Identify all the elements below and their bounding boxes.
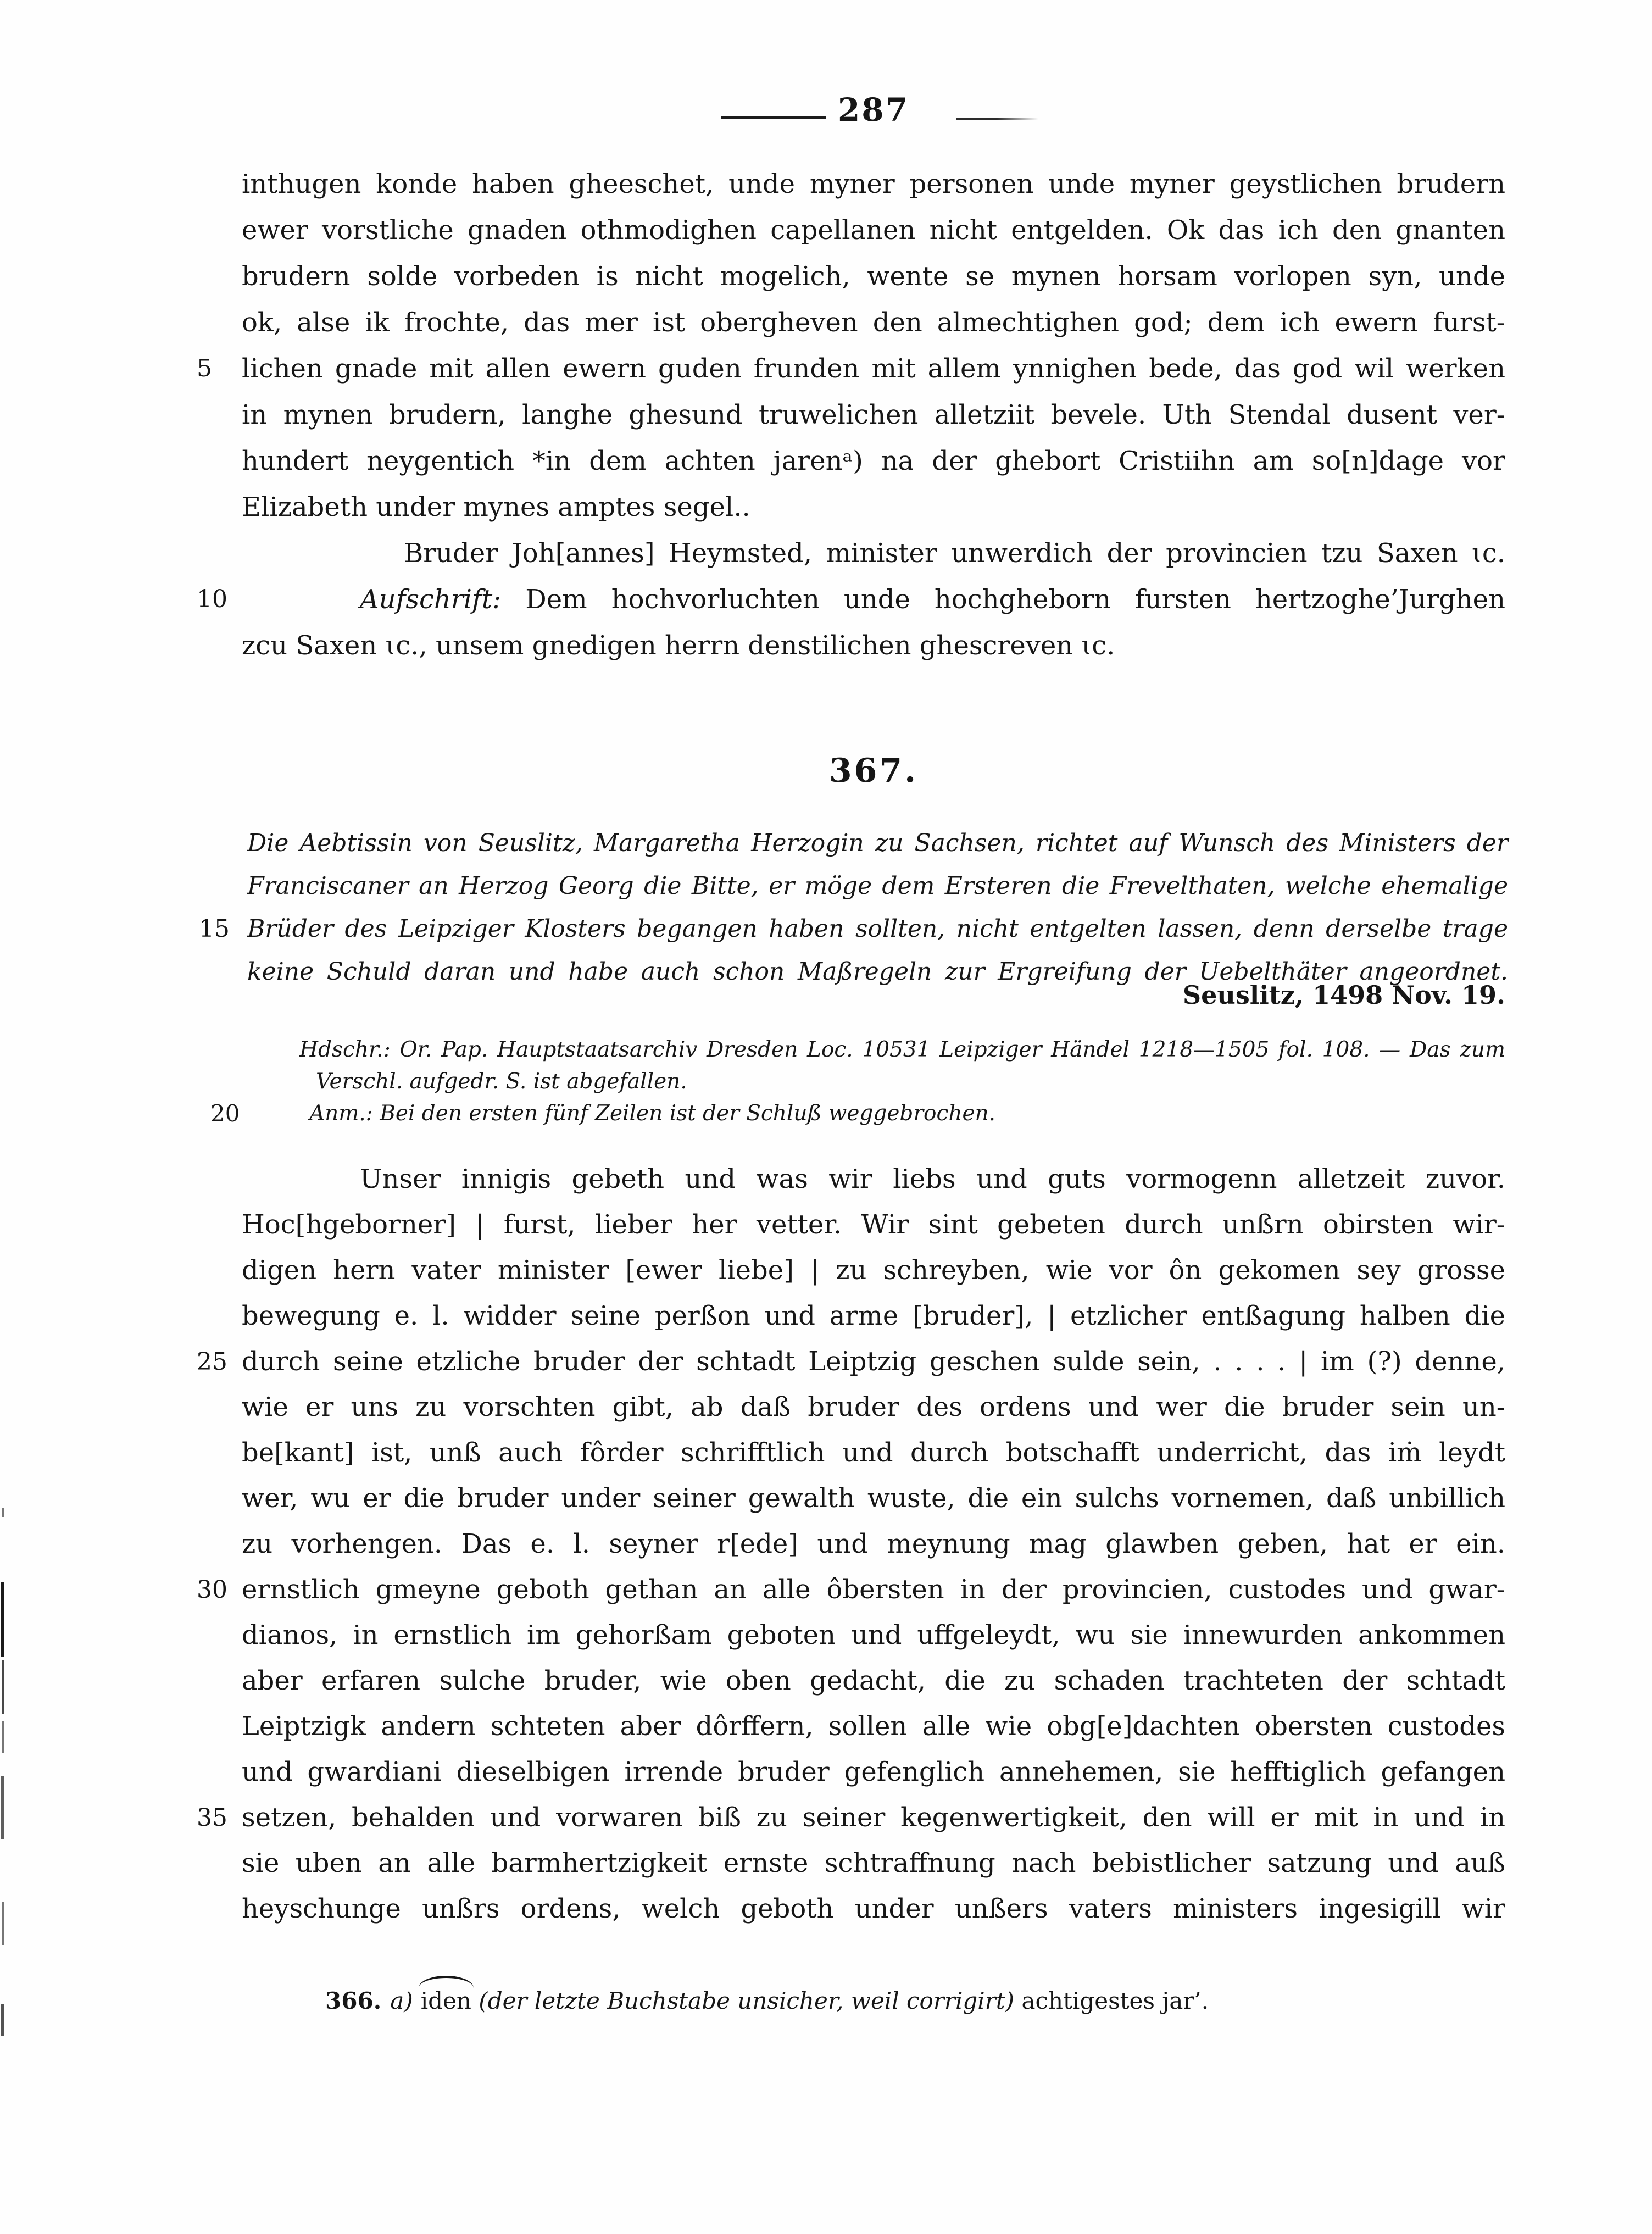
scan-artifact: [2, 1508, 4, 1517]
text-line: [197, 1339, 1505, 1385]
text-line: [242, 1749, 1505, 1795]
line-text: durch seine etzliche bruder der schtadt Leiptzig geschen sulde sein, . . . . | im (?) denne,: [242, 1346, 1505, 1377]
text-line: [197, 1795, 1505, 1841]
aufschrift-label: Aufschrift:: [360, 584, 502, 615]
line-text: Unser innigis gebeth und was wir liebs und guts vormogenn alletzeit zuvor.: [360, 1164, 1505, 1194]
text-line: [242, 530, 1505, 576]
text-line: [242, 623, 1505, 669]
line-text: keine Schuld daran und habe auch schon Maßregeln zur Ergreifung der Uebelthäter angeordnet.: [247, 958, 1508, 986]
line-text: aber erfaren sulche bruder, wie oben gedacht, die zu schaden trachteten der schtadt: [242, 1665, 1505, 1696]
line-text: Elizabeth under mynes amptes segel..: [242, 492, 750, 523]
line-text: hundert neygentich *in dem achten jarenᵃ) na der ghebort Cristiihn am so[n]dage vor: [242, 446, 1505, 476]
text-line: [299, 1066, 1505, 1098]
header-rule-right: [956, 118, 1038, 120]
text-line: [247, 865, 1508, 908]
scan-artifact: [2, 1721, 4, 1753]
footnote-marker: a): [390, 1987, 413, 2014]
footnote-italic-note: (der letzte Buchstabe unsicher, weil corrigirt): [479, 1987, 1015, 2014]
text-line: [242, 1613, 1505, 1658]
line-text: zcu Saxen ɩc., unsem gnedigen herrn denstilichen ghescreven ɩc.: [242, 630, 1115, 661]
scan-artifact: [2, 1902, 4, 1945]
line-text: ernstlich gmeyne geboth gethan an alle ôbersten in der provincien, custodes und gwar-: [242, 1574, 1505, 1605]
line-text: Anm.: Bei den ersten fünf Zeilen ist der Schluß weggebrochen.: [309, 1101, 996, 1126]
line-number: 35: [197, 1804, 227, 1832]
line-text: wie er uns zu vorschten gibt, ab daß bruder des ordens und wer die bruder sein un-: [242, 1392, 1505, 1422]
line-text: lichen gnade mit allen ewern guden frunden mit allem ynnighen bede, das god wil werken: [242, 353, 1505, 384]
text-line: [242, 1658, 1505, 1704]
line-text: brudern solde vorbeden is nicht mogelich, wente se mynen horsam vorlopen syn, unde: [242, 261, 1505, 292]
scan-artifact: [1, 1776, 4, 1839]
line-text: Franciscaner an Herzog Georg die Bitte, er möge dem Ersteren die Frevelthaten, welche ehemalige: [247, 872, 1508, 900]
line-number: 25: [197, 1348, 227, 1376]
aufschrift-text: Dem hochvorluchten unde hochgheborn fursten hertzoghe’Jurghen: [501, 584, 1505, 615]
text-line: [242, 1704, 1505, 1749]
line-text: und gwardiani dieselbigen irrende bruder gefenglich annehemen, sie hefftiglich gefangen: [242, 1757, 1505, 1787]
line-text: Leiptzigk andern schteten aber dôrffern, sollen alle wie obg[e]dachten obersten custodes: [242, 1711, 1505, 1742]
line-text: Brüder des Leipziger Klosters begangen haben sollten, nicht entgelten lassen, denn derselbe trage: [247, 915, 1508, 943]
footnote-text: achtigestes jar’.: [1021, 1987, 1209, 2014]
footnote-number: 366.: [325, 1987, 382, 2014]
header-rule-left: [721, 116, 826, 119]
line-number: 5: [197, 354, 212, 382]
line-text: setzen, behalden und vorwaren biß zu seiner kegenwertigkeit, den will er mit in und in: [242, 1802, 1505, 1833]
line-text: inthugen konde haben gheeschet, unde myner personen unde myner geystlichen brudern: [242, 169, 1505, 199]
line-text: heyschunge unßrs ordens, welch geboth under unßers vaters ministers ingesigill wir: [242, 1893, 1505, 1924]
line-text: wer, wu er die bruder under seiner gewalth wuste, die ein sulchs vornemen, daß unbillich: [242, 1483, 1505, 1514]
text-line: [299, 1034, 1505, 1066]
line-text: Hoc[hgeborner] | furst, lieber her vetter. Wir sint gebeten durch unßrn obirsten wir-: [242, 1209, 1505, 1240]
text-line: [242, 1886, 1505, 1932]
text-line: [242, 1521, 1505, 1567]
text-line: [242, 1841, 1505, 1886]
doc367-summary: [199, 822, 1508, 993]
line-text: sie uben an alle barmhertzigkeit ernste schtraffnung nach bebistlicher satzung und auß: [242, 1848, 1505, 1879]
text-line: [242, 207, 1505, 253]
line-number: 20: [210, 1100, 240, 1127]
text-line: [242, 253, 1505, 299]
line-number: 10: [197, 585, 227, 613]
doc366-continuation: [197, 161, 1505, 669]
scan-artifact: [2, 1660, 4, 1714]
doc367-heading: 367.: [828, 752, 919, 790]
line-text: Die Aebtissin von Seuslitz, Margaretha Herzogin zu Sachsen, richtet auf Wunsch des Ministers der: [247, 829, 1508, 857]
text-line: [199, 908, 1508, 951]
text-line: [242, 1202, 1505, 1248]
line-text: zu vorhengen. Das e. l. seyner r[ede] und meynung mag glawben geben, hat er ein.: [242, 1529, 1505, 1559]
line-text: digen hern vater minister [ewer liebe] | zu schreyben, wie vor ôn gekomen sey grosse: [242, 1255, 1505, 1286]
line-text: in mynen brudern, langhe ghesund truwelichen alletziit bevele. Uth Stendal dusent ver-: [242, 399, 1505, 430]
text-line: [197, 1567, 1505, 1613]
text-line: [242, 392, 1505, 438]
text-line: [242, 1430, 1505, 1476]
footnote-word-arc: iden: [421, 1985, 471, 2018]
line-text: dianos, in ernstlich im gehorßam geboten und uffgeleydt, wu sie innewurden ankommen: [242, 1620, 1505, 1651]
text-line: [242, 1385, 1505, 1430]
text-line: [197, 346, 1505, 392]
line-number: 15: [199, 915, 230, 943]
line-text: ok, alse ik frochte, das mer ist obergheven den almechtighen god; dem ich ewern furst-: [242, 307, 1505, 338]
text-line: [197, 576, 1505, 623]
letter-body: [197, 1157, 1505, 1932]
line-text: bewegung e. l. widder seine perßon und arme [bruder], | etzlicher entßagung halben die: [242, 1301, 1505, 1331]
text-line: [242, 484, 1505, 530]
page-number: 287: [837, 91, 910, 129]
scan-artifact: [1, 1582, 4, 1657]
text-line: [242, 438, 1505, 484]
text-line: [242, 1476, 1505, 1521]
line-text: ewer vorstliche gnaden othmodighen capellanen nicht entgelden. Ok das ich den gnanten: [242, 215, 1505, 246]
text-line: [210, 1098, 1505, 1130]
line-text: [242, 576, 1505, 623]
summary-dateline: Seuslitz, 1498 Nov. 19.: [1182, 980, 1505, 1010]
text-line: [242, 1293, 1505, 1339]
line-text: Verschl. aufgedr. S. ist abgefallen.: [316, 1069, 687, 1094]
footnote: [325, 1985, 1505, 2018]
provenance-block: [210, 1034, 1505, 1130]
line-text: Bruder Joh[annes] Heymsted, minister unwerdich der provincien tzu Saxen ɩc.: [404, 538, 1505, 569]
line-text: Hdschr.: Or. Pap. Hauptstaatsarchiv Dresden Loc. 10531 Leipziger Händel 1218—1505 fol. 108. — Das zum: [299, 1037, 1505, 1062]
text-line: [242, 1248, 1505, 1293]
scan-artifact: [1, 2004, 4, 2036]
line-text: be[kant] ist, unß auch fôrder schrifftlich und durch botschafft underricht, das iṁ leydt: [242, 1437, 1505, 1468]
page-header: [242, 82, 1505, 137]
text-line: [242, 299, 1505, 346]
line-number: 30: [197, 1576, 227, 1604]
text-line: [242, 1157, 1505, 1202]
text-line: [242, 161, 1505, 207]
text-line: [247, 822, 1508, 865]
